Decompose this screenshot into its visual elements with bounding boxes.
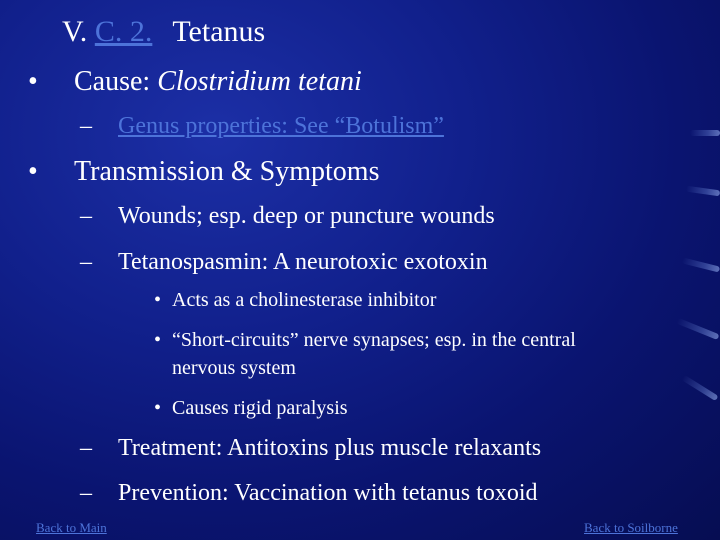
cause-label: Cause:	[74, 66, 151, 97]
bullet-icon: •	[154, 329, 162, 351]
decor-streak	[681, 375, 718, 401]
decor-streak	[690, 130, 720, 136]
decor-streak	[676, 318, 719, 340]
tetanospasmin-text: Tetanospasmin: A neurotoxic exotoxin	[118, 249, 488, 275]
acts-text: Acts as a cholinesterase inhibitor	[172, 289, 437, 311]
title-prefix: V.	[62, 15, 95, 48]
dash-icon: –	[80, 203, 92, 229]
wounds-text: Wounds; esp. deep or puncture wounds	[118, 203, 495, 229]
bullet-icon: •	[28, 156, 38, 187]
title-rest: Tetanus	[172, 15, 266, 48]
bullet-icon: •	[28, 66, 38, 97]
bullet-icon: •	[154, 397, 162, 419]
decor-streak	[686, 186, 720, 197]
back-to-soilborne-link[interactable]: Back to Soilborne	[584, 520, 678, 535]
cause-text	[74, 66, 362, 98]
dash-icon: –	[80, 113, 92, 139]
dash-icon: –	[80, 480, 92, 506]
prevention-text: Prevention: Vaccination with tetanus toxoid	[118, 480, 538, 506]
transmission-heading: Transmission & Symptoms	[74, 156, 380, 187]
slide-title	[62, 12, 265, 52]
treatment-text: Treatment: Antitoxins plus muscle relaxants	[118, 435, 542, 461]
back-to-main-link[interactable]: Back to Main	[36, 520, 107, 535]
short-circuits-line1: “Short-circuits” nerve synapses; esp. in the central	[172, 329, 576, 351]
short-circuits-line2: nervous system	[172, 357, 296, 379]
dash-icon: –	[80, 435, 92, 461]
dash-icon: –	[80, 249, 92, 275]
genus-link[interactable]: Genus properties: See “Botulism”	[118, 113, 444, 139]
paralysis-text: Causes rigid paralysis	[172, 397, 348, 419]
decor-streak	[682, 257, 720, 272]
bullet-icon: •	[154, 289, 162, 311]
title-link[interactable]: C. 2.	[94, 15, 153, 48]
cause-organism: Clostridium tetani	[157, 66, 362, 97]
